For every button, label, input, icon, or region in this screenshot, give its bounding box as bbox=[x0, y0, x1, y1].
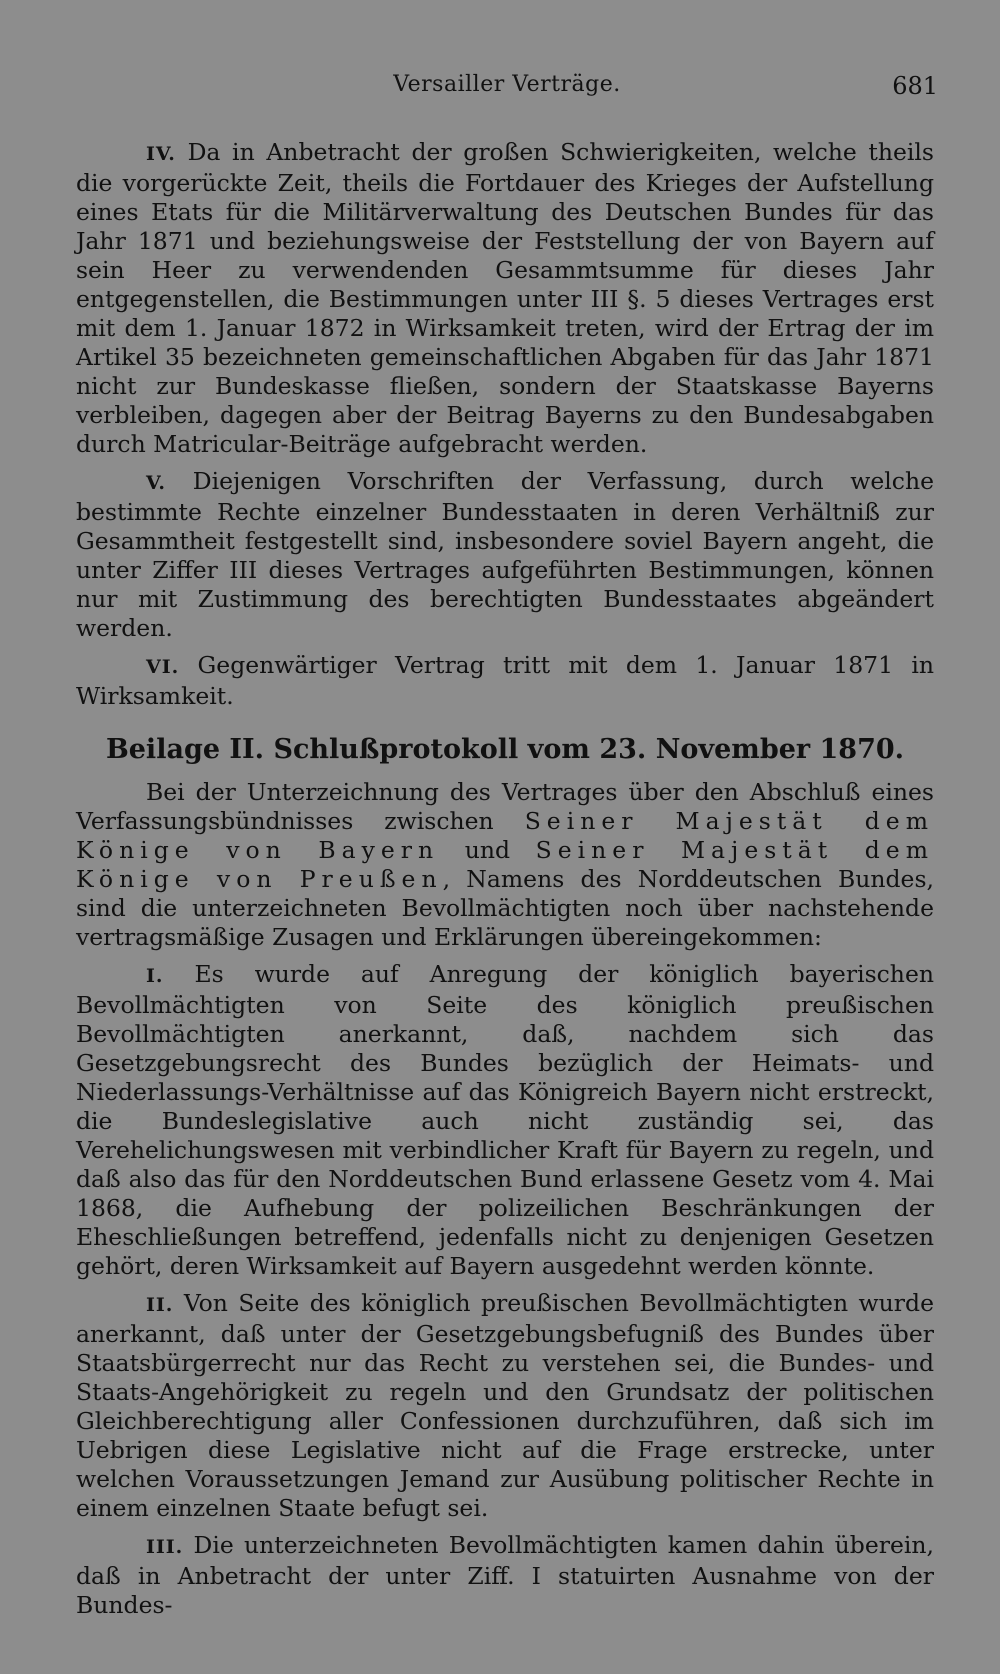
paragraph-number: VI. bbox=[146, 656, 180, 678]
paragraph-v bbox=[76, 467, 934, 643]
paragraph-text: Von Seite des königlich preußischen Bevollmächtigten wurde anerkannt, daß unter der Gesetzgebungsbefugniß des Bundes über Staatsbürgerrecht nur das Recht zu verstehen sei, die Bundes- und Staats-Angehörigkeit zu regeln und den Grundsatz der politischen Gleichberechtigung aller Confessionen durchzuführen, daß sich im Uebrigen diese Legislative nicht auf die Frage erstrecke, unter welchen Voraussetzungen Jemand zur Ausübung politischer Rechte in einem einzelnen Staate befugt sei. bbox=[76, 1289, 934, 1522]
paragraph-text: Da in Anbetracht der großen Schwierigkeiten, welche theils die vorgerückte Zeit, theils die Fortdauer des Krieges der Aufstellung eines Etats für die Militärverwaltung des Deutschen Bundes für das Jahr 1871 und beziehungsweise der Feststellung der von Bayern auf sein Heer zu verwendenden Gesammtsumme für dieses Jahr entgegenstellen, die Bestimmungen unter III §. 5 dieses Vertrages erst mit dem 1. Januar 1872 in Wirksamkeit treten, wird der Ertrag der im Artikel 35 bezeichneten gemeinschaftlichen Abgaben für das Jahr 1871 nicht zur Bundeskasse fließen, sondern der Staatskasse Bayerns verbleiben, dagegen aber der Beitrag Bayerns zu den Bundesabgaben durch Matricular-Beiträge aufgebracht werden. bbox=[76, 138, 934, 458]
page-number: 681 bbox=[892, 72, 938, 100]
intro-text-c: , Namens des Norddeutschen Bundes, sind die unterzeichneten Bevollmächtigten noch über nachstehende vertragsmäßige Zusagen und Erklärungen übereingekommen: bbox=[76, 865, 934, 951]
paragraph-ii bbox=[76, 1289, 934, 1523]
paragraph-number: II. bbox=[146, 1294, 174, 1316]
paragraph-number: IV. bbox=[146, 143, 176, 165]
paragraph-i bbox=[76, 960, 934, 1281]
paragraph-text: Es wurde auf Anregung der königlich bayerischen Bevollmächtigten von Seite des königlich preußischen Bevollmächtigten anerkannt, daß, nachdem sich das Gesetzgebungsrecht des Bundes bezüglich der Heimats- und Niederlassungs-Verhältnisse auf das Königreich Bayern nicht erstreckt, die Bundeslegislative auch nicht zuständig sei, das Verehelichungswesen mit verbindlicher Kraft für Bayern zu regeln, und daß also das für den Norddeutschen Bund erlassene Gesetz vom 4. Mai 1868, die Aufhebung der polizeilichen Beschränkungen der Eheschließungen betreffend, jedenfalls nicht zu denjenigen Gesetzen gehört, deren Wirksamkeit auf Bayern ausgedehnt werden könnte. bbox=[76, 960, 934, 1280]
paragraph-number: I. bbox=[146, 965, 164, 987]
paragraph-vi bbox=[76, 651, 934, 711]
page-body bbox=[76, 138, 934, 1628]
section-intro bbox=[76, 778, 934, 952]
intro-text-b: und bbox=[439, 836, 536, 864]
paragraph-number: V. bbox=[146, 472, 167, 494]
running-title: Versailler Verträge. bbox=[393, 72, 621, 97]
section-heading: Beilage II. Schlußprotokoll vom 23. November 1870. bbox=[105, 734, 905, 765]
intro-spaced-prussia: Seiner Majestät dem Könige von Preußen bbox=[76, 836, 934, 893]
paragraph-iii bbox=[76, 1531, 934, 1620]
paragraph-number: III. bbox=[146, 1536, 184, 1558]
page-header bbox=[76, 72, 938, 112]
paragraph-text: Gegenwärtiger Vertrag tritt mit dem 1. Januar 1871 in Wirksamkeit. bbox=[76, 651, 934, 710]
paragraph-text: Die unterzeichneten Bevollmächtigten kamen dahin überein, daß in Anbetracht der unter Ziff. I statuirten Ausnahme von der Bundes- bbox=[76, 1531, 934, 1619]
intro-spaced-bavaria: Seiner Majestät dem Könige von Bayern bbox=[76, 807, 934, 864]
paragraph-text: Diejenigen Vorschriften der Verfassung, durch welche bestimmte Rechte einzelner Bundesstaaten in deren Verhältniß zur Gesammtheit festgestellt sind, insbesondere soviel Bayern angeht, die unter Ziffer III dieses Vertrages aufgeführten Bestimmungen, können nur mit Zustimmung des berechtigten Bundesstaates abgeändert werden. bbox=[76, 467, 934, 642]
intro-text-a: Bei der Unterzeichnung des Vertrages über den Abschluß eines Verfassungsbündnisses zwischen bbox=[76, 778, 934, 835]
paragraph-iv bbox=[76, 138, 934, 459]
